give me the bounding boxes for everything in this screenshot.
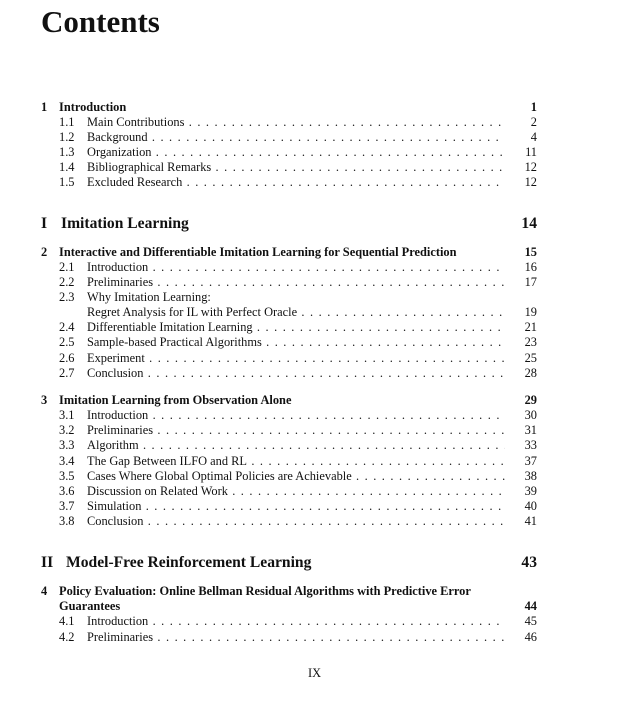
page-number: 12	[524, 160, 537, 174]
toc-section-1-1[interactable]	[0, 114, 629, 130]
section-title: Cases Where Global Optimal Policies are Achievable . . .	[87, 468, 505, 484]
page-number: 4	[530, 130, 537, 144]
toc-section-2-7[interactable]	[0, 365, 629, 381]
toc-section-3-2[interactable]	[0, 422, 629, 438]
toc-section-3-8[interactable]	[0, 513, 629, 529]
section-title: Conclusion . . .	[87, 513, 505, 529]
section-number: 3.7	[59, 499, 75, 513]
page-number: 21	[524, 320, 537, 334]
toc-section-3-7[interactable]	[0, 498, 629, 514]
page-number: 46	[524, 630, 537, 644]
page-number: 25	[524, 351, 537, 365]
chapter-number: 2	[41, 245, 48, 259]
section-number: 3.3	[59, 438, 75, 452]
section-number: 3.6	[59, 484, 75, 498]
page-number: 31	[524, 423, 537, 437]
section-title: Sample-based Practical Algorithms . . .	[87, 334, 505, 350]
toc-section-3-6[interactable]	[0, 483, 629, 499]
section-number: 2.4	[59, 320, 75, 334]
page-number: 40	[524, 499, 537, 513]
section-title: Organization . . .	[87, 144, 505, 160]
page-number: 28	[524, 366, 537, 380]
toc-chapter-2[interactable]	[0, 244, 629, 260]
toc-section-1-2[interactable]	[0, 129, 629, 145]
toc-section-3-4[interactable]	[0, 453, 629, 469]
section-number: 2.5	[59, 335, 75, 349]
section-title: Experiment . . .	[87, 350, 505, 366]
chapter-title-line2: Guarantees	[59, 599, 121, 613]
section-title: Main Contributions . . .	[87, 114, 505, 130]
section-title: Bibliographical Remarks . . .	[87, 159, 505, 175]
part-title: Imitation Learning	[61, 215, 189, 232]
chapter-title-line1: Policy Evaluation: Online Bellman Residual Algorithms with Predictive Error	[59, 584, 471, 598]
toc-section-1-5[interactable]	[0, 174, 629, 190]
section-title: Introduction . . .	[87, 613, 505, 629]
page-number: 1	[530, 100, 537, 114]
section-number: 3.5	[59, 469, 75, 483]
page-number: 37	[524, 454, 537, 468]
toc-section-3-3[interactable]	[0, 437, 629, 453]
toc-section-3-1[interactable]	[0, 407, 629, 423]
section-number: 2.3	[59, 290, 75, 304]
part-number: II	[41, 554, 54, 571]
section-number: 2.2	[59, 275, 75, 289]
toc-chapter-4-cont[interactable]	[0, 598, 629, 614]
section-title: Excluded Research . . .	[87, 174, 505, 190]
section-number: 1.5	[59, 175, 75, 189]
page-number: 38	[524, 469, 537, 483]
page-number: 14	[521, 215, 537, 232]
page-number: 43	[521, 554, 537, 571]
page-title: Contents	[41, 4, 160, 39]
toc-chapter-4[interactable]	[0, 583, 629, 599]
page-number: 30	[524, 408, 537, 422]
toc-section-4-1[interactable]	[0, 613, 629, 629]
section-title: Differentiable Imitation Learning . . .	[87, 319, 505, 335]
page-number: 33	[524, 438, 537, 452]
section-title: Introduction . . .	[87, 407, 505, 423]
section-number: 1.1	[59, 115, 75, 129]
section-number: 2.7	[59, 366, 75, 380]
section-title-line1: Why Imitation Learning:	[87, 290, 211, 304]
section-title: Preliminaries . . .	[87, 422, 505, 438]
chapter-title: Interactive and Differentiable Imitation Learning for Sequential Prediction	[59, 245, 457, 259]
chapter-number: 1	[41, 100, 48, 114]
section-number: 2.1	[59, 260, 75, 274]
section-number: 1.3	[59, 145, 75, 159]
toc-section-2-3-cont[interactable]	[0, 304, 629, 320]
toc-section-2-2[interactable]	[0, 274, 629, 290]
section-title: Background . . .	[87, 129, 505, 145]
toc-section-2-5[interactable]	[0, 334, 629, 350]
chapter-title: Imitation Learning from Observation Alone	[59, 393, 292, 407]
page-number: 41	[524, 514, 537, 528]
part-number: I	[41, 215, 48, 232]
toc-section-4-2[interactable]	[0, 629, 629, 645]
page-number: 17	[524, 275, 537, 289]
page-number: 11	[525, 145, 537, 159]
page-number: 44	[524, 599, 537, 613]
toc-part-1[interactable]	[0, 213, 629, 235]
section-number: 4.1	[59, 614, 75, 628]
section-number: 3.2	[59, 423, 75, 437]
section-title: Preliminaries . . .	[87, 629, 505, 645]
section-title: Conclusion . . .	[87, 365, 505, 381]
page-number: 12	[524, 175, 537, 189]
page-number: 23	[524, 335, 537, 349]
section-number: 4.2	[59, 630, 75, 644]
toc-chapter-3[interactable]	[0, 392, 629, 408]
section-title: The Gap Between ILFO and RL . . .	[87, 453, 505, 469]
section-number: 3.4	[59, 454, 75, 468]
page-number: 39	[524, 484, 537, 498]
page-number: 45	[524, 614, 537, 628]
toc-section-2-6[interactable]	[0, 350, 629, 366]
section-title: Discussion on Related Work . . .	[87, 483, 505, 499]
section-title: Simulation . . .	[87, 498, 505, 514]
toc-section-2-3[interactable]	[0, 289, 629, 305]
chapter-number: 4	[41, 584, 48, 598]
section-title-line2: Regret Analysis for IL with Perfect Oracle . . .	[87, 304, 505, 320]
toc-section-2-4[interactable]	[0, 319, 629, 335]
part-title: Model-Free Reinforcement Learning	[66, 554, 312, 571]
chapter-number: 3	[41, 393, 48, 407]
page-number: 2	[530, 115, 537, 129]
toc-section-1-4[interactable]	[0, 159, 629, 175]
section-number: 3.1	[59, 408, 75, 422]
page-footer-number: IX	[307, 666, 322, 680]
section-number: 3.8	[59, 514, 75, 528]
toc-section-1-3[interactable]	[0, 144, 629, 160]
page-number: 15	[524, 245, 537, 259]
toc-part-2[interactable]	[0, 552, 629, 574]
section-number: 1.4	[59, 160, 75, 174]
page-number: 19	[524, 305, 537, 319]
section-title: Preliminaries . . .	[87, 274, 505, 290]
section-title: Algorithm . . .	[87, 437, 505, 453]
toc-section-3-5[interactable]	[0, 468, 629, 484]
page-number: 29	[524, 393, 537, 407]
section-number: 2.6	[59, 351, 75, 365]
section-title: Introduction . . .	[87, 259, 505, 275]
toc-chapter-1[interactable]	[0, 99, 629, 115]
section-number: 1.2	[59, 130, 75, 144]
chapter-title: Introduction	[59, 100, 127, 114]
toc-section-2-1[interactable]	[0, 259, 629, 275]
page-number: 16	[524, 260, 537, 274]
